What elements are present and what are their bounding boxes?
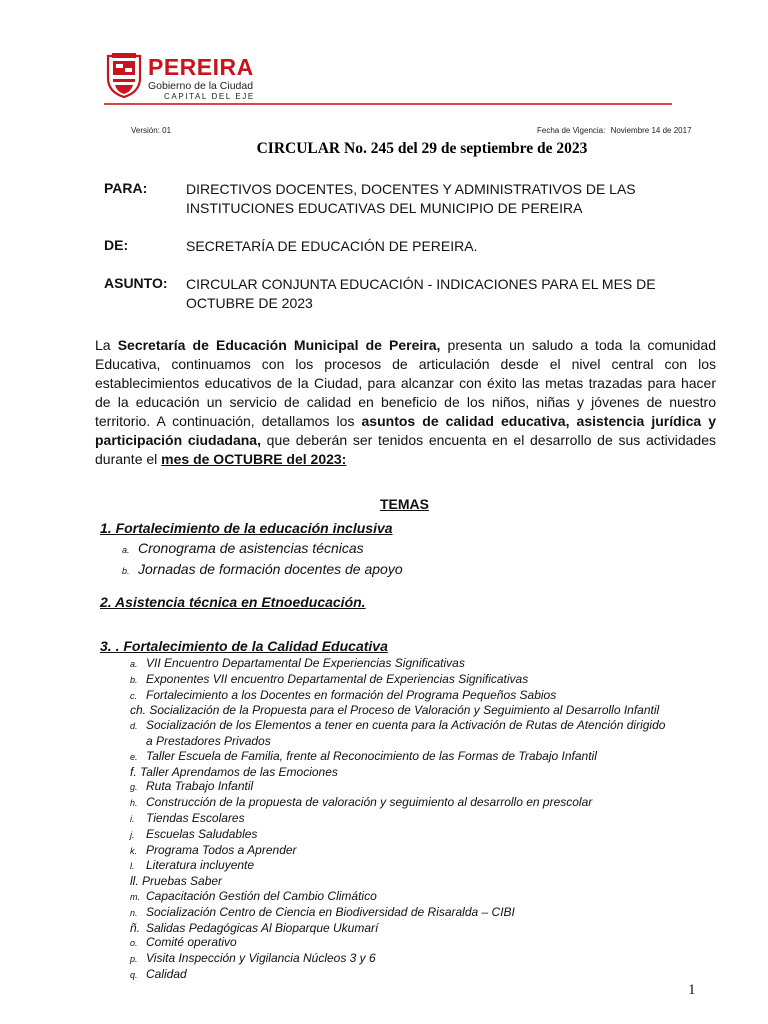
list-marker: b. [122, 566, 130, 576]
list-item [122, 539, 403, 560]
list-marker: k. [130, 845, 138, 856]
de-value: SECRETARÍA DE EDUCACIÓN DE PEREIRA. [186, 238, 478, 254]
list-marker: g. [130, 782, 138, 793]
pereira-seal-logo [106, 52, 142, 98]
list-item [130, 779, 730, 795]
de-label: DE: [104, 237, 129, 253]
list-item [130, 843, 730, 859]
list-item [130, 656, 730, 672]
list-item [122, 560, 403, 581]
list-text: Cronograma de asistencias técnicas [138, 540, 364, 556]
section-1-title: 1. Fortalecimiento de la educación inclusiva [100, 520, 393, 536]
para-label: PARA: [104, 180, 148, 196]
body-bold: Secretaría de Educación Municipal de Pereira, [117, 337, 441, 353]
brand-name: PEREIRA [148, 54, 254, 80]
list-text: Salidas Pedagógicas Al Bioparque Ukumarí [146, 920, 379, 935]
list-item [130, 765, 730, 780]
list-marker: c. [130, 690, 138, 701]
list-text: Taller Escuela de Familia, frente al Reconocimiento de las Formas de Trabajo Infantil [146, 748, 597, 763]
list-marker: m. [130, 891, 140, 902]
body-bold-underline: mes de OCTUBRE [161, 451, 283, 467]
section-3-title: 3. . Fortalecimiento de la Calidad Educativa [100, 638, 388, 654]
list-item [130, 905, 730, 921]
section-1-list [122, 539, 403, 581]
list-text: Tiendas Escolares [146, 810, 245, 825]
list-item [130, 688, 730, 704]
list-marker: ñ. [130, 920, 141, 935]
section-3-list [130, 656, 730, 983]
list-item [130, 703, 730, 718]
list-marker: l. [130, 861, 135, 872]
list-text: Capacitación Gestión del Cambio Climático [146, 888, 377, 903]
page-number: 1 [688, 982, 696, 998]
list-item [130, 672, 730, 688]
version-label: Versión: 01 [131, 126, 172, 135]
body-text: La [95, 337, 118, 353]
section-2-title: 2. Asistencia técnica en Etnoeducación. [100, 594, 366, 610]
para-value [186, 180, 686, 218]
asunto-label: ASUNTO: [104, 275, 168, 291]
list-text: Visita Inspección y Vigilancia Núcleos 3 y 6 [146, 951, 376, 966]
list-marker: e. [130, 751, 138, 762]
temas-heading: TEMAS [380, 496, 429, 512]
list-item [130, 889, 730, 905]
list-item [130, 935, 730, 951]
list-marker: i. [130, 813, 135, 824]
list-marker: b. [130, 674, 138, 685]
brand-subtitle: Gobierno de la Ciudad [148, 80, 254, 92]
asunto-line: CIRCULAR CONJUNTA EDUCACIÓN - INDICACIONES PARA EL MES DE [186, 276, 656, 292]
list-text: Comité operativo [146, 935, 237, 950]
brand-tagline: CAPITAL DEL EJE [164, 92, 255, 101]
list-text: Exponentes VII encuentro Departamental de Experiencias Significativas [146, 671, 529, 686]
list-text: Socialización Centro de Ciencia en Biodiversidad de Risaralda – CIBI [146, 904, 515, 919]
list-text: Escuelas Saludables [146, 826, 258, 841]
list-marker: j. [130, 829, 135, 840]
body-text: presenta un saludo a toda la comunidad Educativa, continuamos con los procesos de articulación desde el nivel central con los establecimientos educativos de la Ciudad, para alcanzar con éxito las metas trazadas para hacer de la educación un servicio de calidad en beneficio de los niños, niñas y jóvenes de nuestro territorio. A continuación, detallamos los [95, 337, 716, 429]
list-item [130, 749, 730, 765]
list-item [130, 967, 730, 983]
list-item [130, 951, 730, 967]
list-marker: d. [130, 721, 138, 732]
asunto-value [186, 275, 686, 313]
list-marker: n. [130, 907, 138, 918]
list-text: f. Taller Aprendamos de las Emociones [130, 764, 338, 779]
list-item [130, 718, 730, 734]
list-text: ch. Socialización de la Propuesta para el Proceso de Valoración y Seguimiento al Desarrollo Infantil [130, 703, 660, 718]
list-item [130, 874, 730, 889]
list-text: Ruta Trabajo Infantil [146, 779, 254, 794]
body-bold-underline: del 2023: [282, 451, 347, 467]
list-marker: a. [122, 545, 130, 555]
list-item [130, 827, 730, 843]
vigencia-label-text: Fecha de Vigencia: [537, 126, 606, 135]
list-marker: p. [130, 954, 138, 965]
header-divider [104, 103, 672, 105]
list-text: Calidad [146, 966, 187, 981]
asunto-line: OCTUBRE DE 2023 [186, 295, 313, 311]
list-text: Socialización de los Elementos a tener en cuenta para la Activación de Rutas de Atención dirigido [146, 718, 666, 733]
list-text: Construcción de la propuesta de valoración y seguimiento al desarrollo en prescolar [146, 795, 593, 810]
vigencia-label [537, 126, 692, 135]
para-line: DIRECTIVOS DOCENTES, DOCENTES Y ADMINISTRATIVOS DE LAS [186, 181, 636, 197]
list-marker: q. [130, 969, 138, 980]
circular-title: CIRCULAR No. 245 del 29 de septiembre de 2023 [256, 140, 588, 157]
list-text: Literatura incluyente [146, 858, 255, 873]
list-text: a Prestadores Privados [146, 733, 271, 748]
intro-paragraph [95, 336, 716, 469]
list-marker: o. [130, 938, 138, 949]
list-item [130, 795, 730, 811]
list-item-continuation [130, 734, 730, 749]
list-item [130, 858, 730, 874]
list-text: VII Encuentro Departamental De Experiencias Significativas [146, 656, 465, 670]
list-marker: h. [130, 798, 138, 809]
list-text: ll. Pruebas Saber [130, 874, 223, 889]
vigencia-value: Noviembre 14 de 2017 [610, 126, 692, 135]
list-text: Jornadas de formación docentes de apoyo [138, 561, 403, 577]
body-text: que deberán ser tenidos encuenta en el desarrollo de sus actividades durante el [95, 432, 716, 467]
list-item [130, 811, 730, 827]
list-marker: a. [130, 659, 138, 669]
list-item [130, 921, 730, 936]
para-line: INSTITUCIONES EDUCATIVAS DEL MUNICIPIO DE PEREIRA [186, 200, 583, 216]
list-text: Fortalecimiento a los Docentes en formación del Programa Pequeños Sabios [146, 687, 557, 702]
list-text: Programa Todos a Aprender [146, 842, 297, 857]
body-bold: asuntos de calidad educativa, asistencia jurídica y participación ciudadana, [95, 413, 716, 448]
